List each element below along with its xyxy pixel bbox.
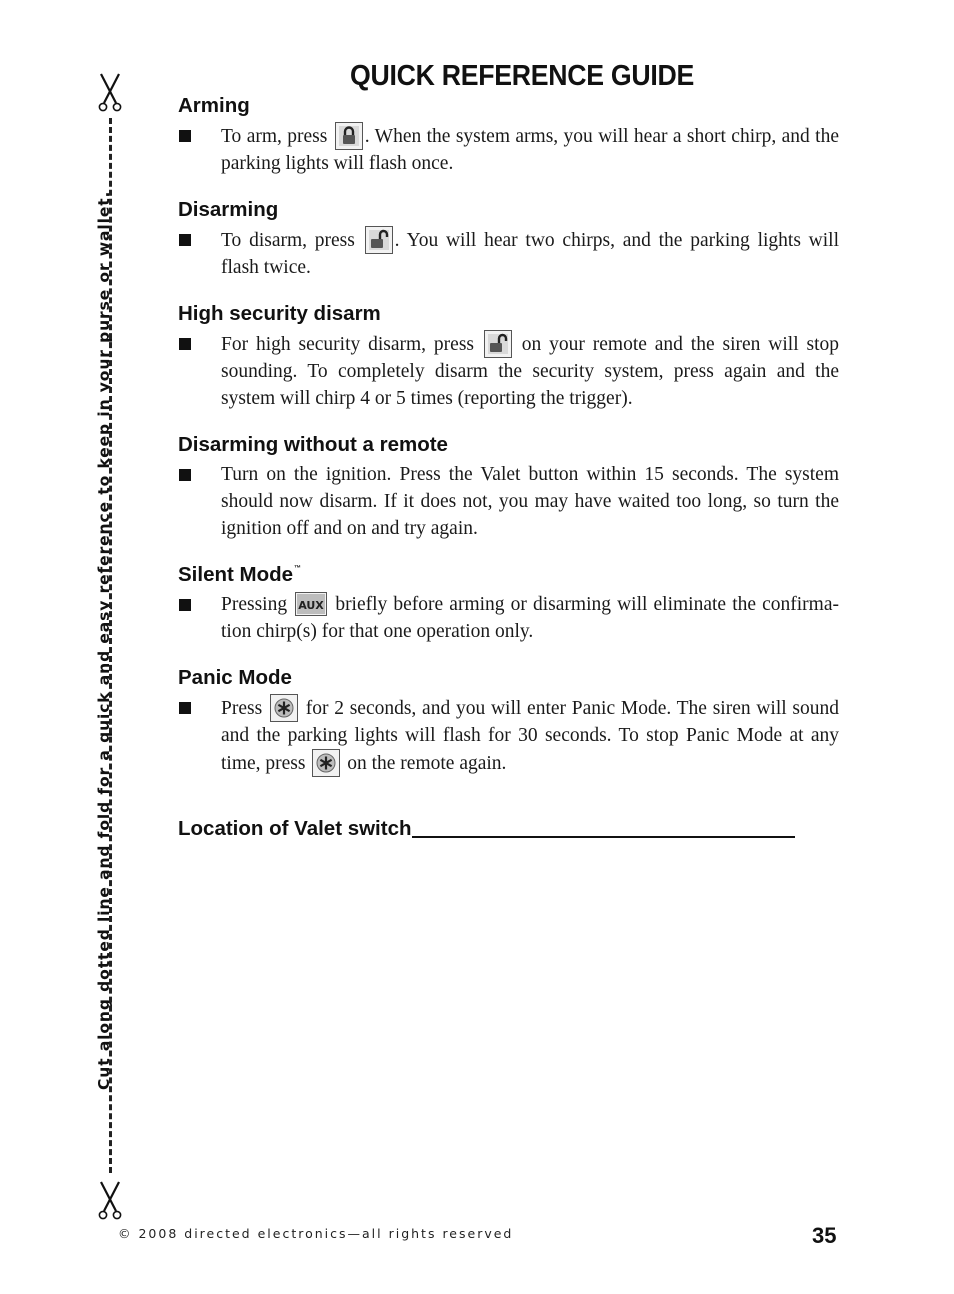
section-heading: Disarming without a remote (178, 433, 448, 456)
instruction-text: To arm, press . When the system arms, you will hear a short chirp, and the parking lights will flash once. (221, 122, 839, 177)
bullet-square-icon (179, 338, 191, 350)
list-item (178, 694, 839, 777)
lock-icon (335, 122, 363, 150)
unlock-icon (365, 226, 393, 254)
section-panic-mode (178, 665, 839, 777)
list-item (178, 226, 839, 281)
list-item (178, 330, 839, 412)
bullet-square-icon (179, 130, 191, 142)
valet-label: Location of Valet switch (178, 817, 412, 840)
section-heading: Arming (178, 94, 250, 117)
copyright-footer: © 2008 directed electronics—all rights reserved (118, 1226, 514, 1241)
scissors-icon (97, 1180, 123, 1220)
section-heading: Silent Mode™ (178, 563, 302, 586)
section-heading: Disarming (178, 198, 279, 221)
page-number: 35 (812, 1223, 837, 1248)
guide-content (178, 93, 839, 841)
bullet-square-icon (179, 599, 191, 611)
section-high-security-disarm (178, 301, 839, 412)
instruction-text: Press for 2 seconds, and you will enter Panic Mode. The siren will sound and the parking lights will flash for 30 seconds. To stop Panic Mode at any time, press on the remote again. (221, 694, 839, 777)
bullet-square-icon (179, 469, 191, 481)
instruction-text: Pressing AUX briefly before arming or disarming will eliminate the confirma-tion chirp(s) for that one operation only. (221, 594, 839, 642)
instruction-text: To disarm, press . You will hear two chirps, and the parking lights will flash twice. (221, 226, 839, 281)
section-heading: Panic Mode (178, 666, 292, 689)
aux-label: AUX (298, 599, 324, 612)
instruction-text: Turn on the ignition. Press the Valet button within 15 seconds. The system should now disarm. If it does not, you may have waited too long, so turn the ignition off and on and try again. (221, 464, 839, 539)
valet-blank-line (412, 818, 795, 838)
cut-instruction: Cut along dotted line and fold for a quick and easy reference to keep in your purse or wallet. (95, 190, 113, 1090)
section-heading: High security disarm (178, 302, 381, 325)
list-item (178, 461, 839, 542)
scissors-icon (97, 72, 123, 112)
page-title: QUICK REFERENCE GUIDE (350, 60, 695, 92)
trademark-symbol: ™ (294, 565, 302, 572)
bullet-square-icon (179, 702, 191, 714)
valet-switch-location (178, 817, 839, 841)
bullet-square-icon (179, 234, 191, 246)
asterisk-button-icon (312, 749, 340, 777)
instruction-text: For high security disarm, press on your remote and the siren will stop sounding. To completely disarm the security system, press again and the system will chirp 4 or 5 times (reporting the trigger). (221, 330, 839, 412)
asterisk-button-icon (270, 694, 298, 722)
cut-dotted-line (109, 118, 112, 1173)
list-item (178, 122, 839, 177)
section-arming (178, 93, 839, 177)
aux-button-icon (295, 592, 327, 616)
section-disarming (178, 197, 839, 281)
unlock-icon (484, 330, 512, 358)
section-disarming-without-remote (178, 432, 839, 542)
section-silent-mode (178, 562, 839, 645)
list-item (178, 591, 839, 645)
